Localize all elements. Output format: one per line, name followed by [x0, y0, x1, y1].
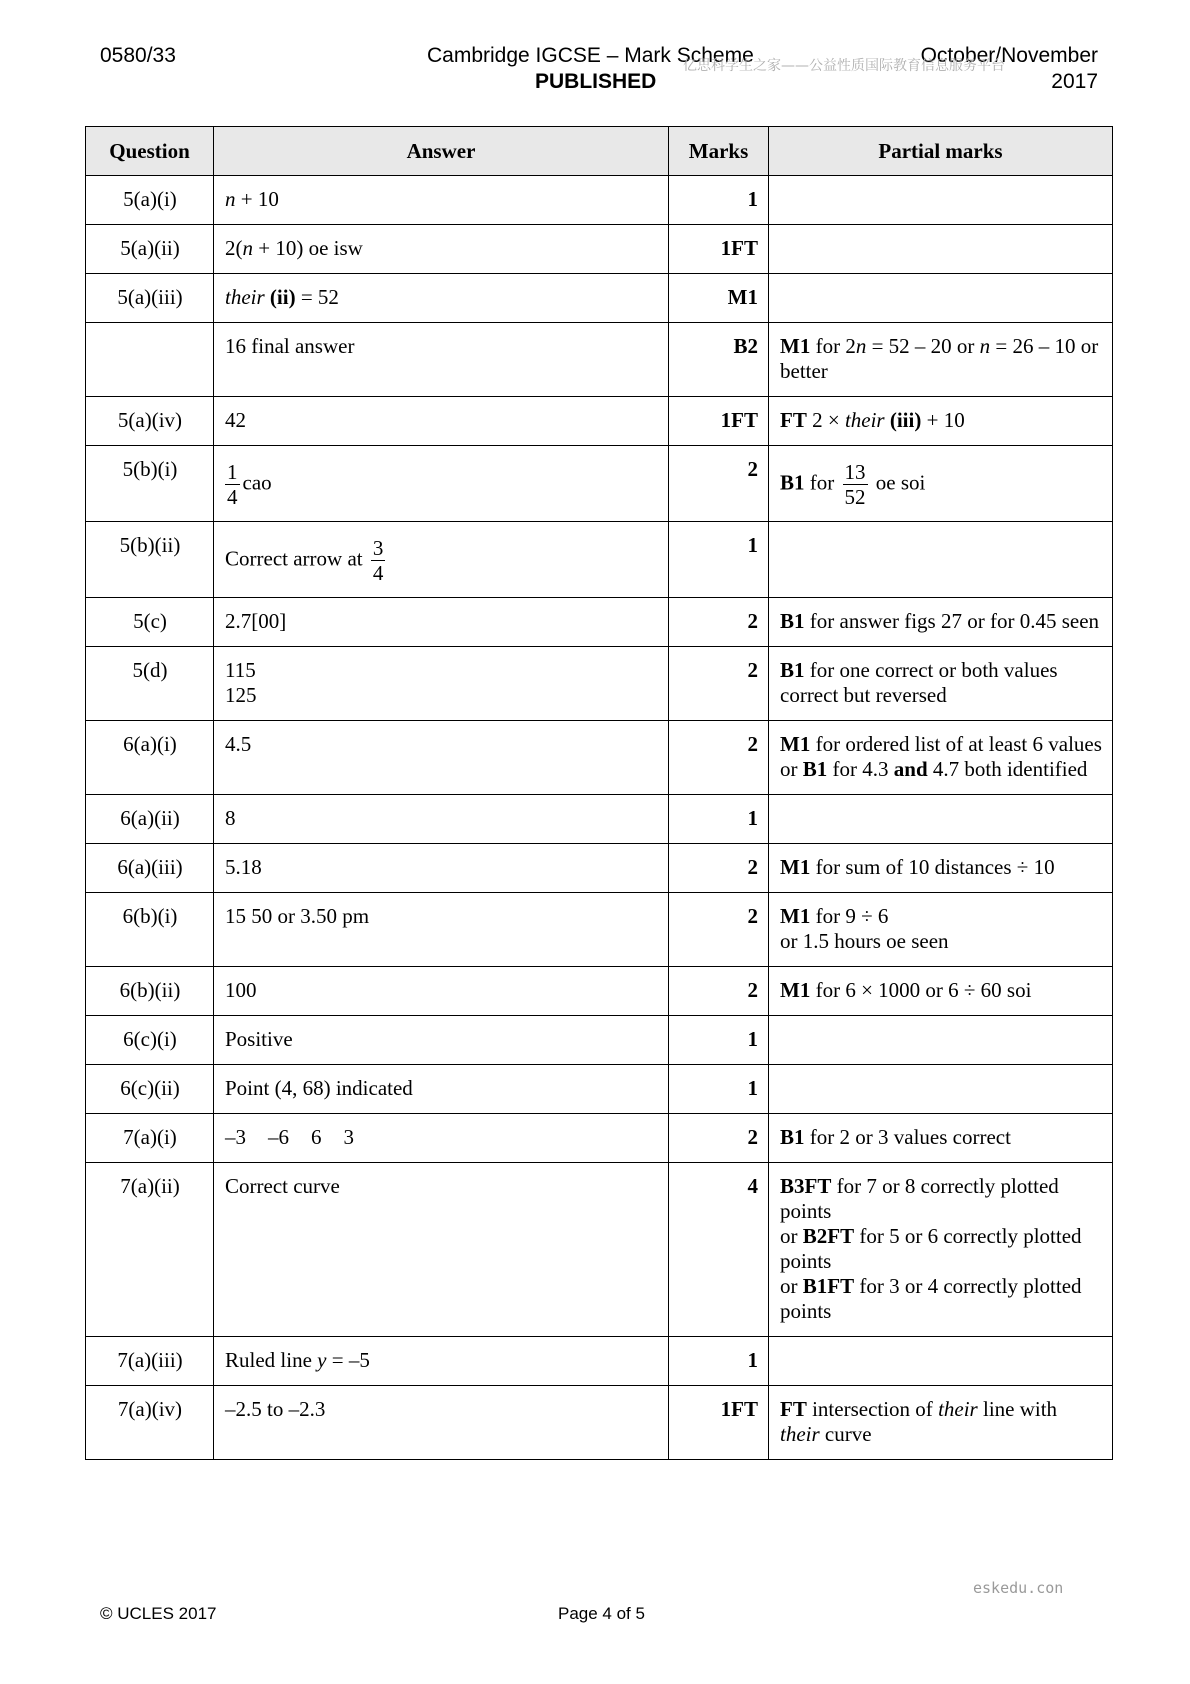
table-row	[86, 225, 1113, 274]
partial-marks-cell	[769, 598, 1113, 647]
page-number: Page 4 of 5	[558, 1604, 645, 1623]
answer-cell	[214, 1337, 669, 1386]
table-row	[86, 522, 1113, 598]
answer-cell: –2.5 to –2.3	[214, 1386, 669, 1460]
answer-cell: 5.18	[214, 844, 669, 893]
table-row	[86, 795, 1113, 844]
question-cell: 5(d)	[86, 647, 214, 721]
mark-code: B1	[780, 609, 805, 633]
question-cell: 7(a)(iii)	[86, 1337, 214, 1386]
answer-cell: 2.7[00]	[214, 598, 669, 647]
partial-text: for answer figs 27 or for 0.45 seen	[804, 609, 1100, 633]
table-row	[86, 721, 1113, 795]
answer-cell	[214, 176, 669, 225]
table-row	[86, 1337, 1113, 1386]
answer-italic: their	[225, 285, 265, 309]
exam-year: 2017	[1051, 70, 1098, 93]
table-row	[86, 1163, 1113, 1337]
partial-marks-cell	[769, 522, 1113, 598]
marks-cell: 1FT	[669, 225, 769, 274]
answer-cell: 8	[214, 795, 669, 844]
table-row	[86, 274, 1113, 323]
question-cell: 7(a)(i)	[86, 1114, 214, 1163]
question-cell: 5(a)(iv)	[86, 397, 214, 446]
partial-marks-cell	[769, 1114, 1113, 1163]
partial-text: or	[780, 757, 803, 781]
mark-code: B1	[780, 1125, 805, 1149]
partial-text: for one correct or both values correct but reversed	[780, 658, 1058, 707]
partial-italic: their	[938, 1397, 978, 1421]
answer-line: 115	[225, 658, 256, 682]
answer-line: 125	[225, 683, 257, 707]
marks-cell: 1	[669, 1016, 769, 1065]
fraction	[371, 536, 386, 585]
answer-cell	[214, 647, 669, 721]
marks-cell: 1	[669, 795, 769, 844]
answer-cell: 42	[214, 397, 669, 446]
partial-line	[780, 757, 1102, 782]
marks-cell: 1FT	[669, 1386, 769, 1460]
mark-code: B3FT	[780, 1174, 832, 1198]
partial-text: 2 ×	[806, 408, 845, 432]
column-header-answer: Answer	[214, 127, 669, 176]
answer-cell	[214, 225, 669, 274]
partial-marks-cell	[769, 893, 1113, 967]
partial-italic: their	[780, 1422, 820, 1446]
question-cell: 6(a)(i)	[86, 721, 214, 795]
answer-text: = –5	[326, 1348, 370, 1372]
question-cell: 6(b)(i)	[86, 893, 214, 967]
answer-cell: Point (4, 68) indicated	[214, 1065, 669, 1114]
answer-cell: 100	[214, 967, 669, 1016]
marks-cell: 2	[669, 893, 769, 967]
answer-cell: 4.5	[214, 721, 669, 795]
partial-marks-cell	[769, 967, 1113, 1016]
table-row	[86, 893, 1113, 967]
partial-line	[780, 1274, 1102, 1324]
table-row	[86, 446, 1113, 522]
marks-cell: 2	[669, 844, 769, 893]
paper-code: 0580/33	[100, 44, 176, 67]
partial-text: 4.7 both identified	[927, 757, 1088, 781]
exam-session: October/November	[920, 44, 1098, 67]
partial-marks-cell	[769, 1386, 1113, 1460]
partial-text: curve	[819, 1422, 872, 1446]
partial-line: or 1.5 hours oe seen	[780, 929, 949, 953]
answer-value: 3	[343, 1125, 354, 1149]
question-cell	[86, 323, 214, 397]
column-header-partial-marks: Partial marks	[769, 127, 1113, 176]
partial-text: oe soi	[875, 470, 926, 495]
answer-text: Correct arrow at	[225, 546, 363, 571]
answer-text: cao	[242, 470, 272, 495]
question-cell: 6(b)(ii)	[86, 967, 214, 1016]
question-cell: 5(a)(i)	[86, 176, 214, 225]
marks-cell: 1FT	[669, 397, 769, 446]
partial-line	[780, 1224, 1102, 1274]
table-row	[86, 1065, 1113, 1114]
partial-text: for 7 or 8 correctly plotted points	[780, 1174, 1059, 1223]
partial-text: or	[780, 1274, 803, 1298]
mark-code: B1FT	[802, 1274, 855, 1298]
question-cell: 6(c)(i)	[86, 1016, 214, 1065]
marks-cell: 4	[669, 1163, 769, 1337]
question-cell: 5(b)(i)	[86, 446, 214, 522]
marks-cell: B2	[669, 323, 769, 397]
table-row	[86, 323, 1113, 397]
answer-cell	[214, 522, 669, 598]
answer-text: + 10	[235, 187, 279, 211]
question-cell: 5(a)(iii)	[86, 274, 214, 323]
answer-cell	[214, 274, 669, 323]
question-cell: 7(a)(iv)	[86, 1386, 214, 1460]
partial-marks-cell	[769, 844, 1113, 893]
column-header-marks: Marks	[669, 127, 769, 176]
answer-cell	[214, 446, 669, 522]
mark-code: B1	[802, 757, 828, 781]
mark-code: M1	[780, 904, 811, 928]
partial-marks-cell	[769, 1016, 1113, 1065]
partial-text: + 10	[921, 408, 965, 432]
partial-marks-cell	[769, 225, 1113, 274]
mark-code: B2FT	[802, 1224, 855, 1248]
site-watermark: eskedu.con	[973, 1579, 1064, 1597]
partial-text: = 52 – 20 or	[866, 334, 980, 358]
table-row	[86, 397, 1113, 446]
mark-code: B1	[780, 470, 805, 495]
partial-marks-cell	[769, 274, 1113, 323]
table-row	[86, 967, 1113, 1016]
partial-line	[780, 1174, 1102, 1224]
table-row	[86, 844, 1113, 893]
partial-marks-cell	[769, 323, 1113, 397]
column-header-question: Question	[86, 127, 214, 176]
fraction-numerator: 1	[227, 460, 238, 484]
answer-text: = 52	[295, 285, 339, 309]
fraction-denominator: 4	[372, 561, 384, 585]
partial-line	[780, 1422, 1102, 1447]
answer-cell: 16 final answer	[214, 323, 669, 397]
partial-text: for 2 or 3 values correct	[804, 1125, 1011, 1149]
marks-cell: 1	[669, 1337, 769, 1386]
answer-bold: (ii)	[269, 285, 296, 309]
marks-cell: 1	[669, 1065, 769, 1114]
partial-text: for sum of 10 distances ÷ 10	[810, 855, 1055, 879]
question-cell: 5(c)	[86, 598, 214, 647]
marks-cell: 1	[669, 176, 769, 225]
marks-cell: 2	[669, 598, 769, 647]
answer-value: 6	[311, 1125, 322, 1149]
fraction	[225, 460, 240, 509]
partial-text: for 6 × 1000 or 6 ÷ 60 soi	[810, 978, 1032, 1002]
mark-code: M1	[780, 855, 811, 879]
watermark-text: 亿思科学生之家——公益性质国际教育信息服务平台	[683, 58, 1005, 74]
partial-line	[780, 1397, 1102, 1422]
table-row	[86, 598, 1113, 647]
fraction-numerator: 13	[844, 460, 866, 484]
partial-marks-cell	[769, 795, 1113, 844]
partial-text: for 4.3	[827, 757, 894, 781]
answer-italic: y	[317, 1348, 327, 1372]
fraction	[843, 460, 868, 509]
fraction-numerator: 3	[372, 536, 384, 560]
marks-cell: 2	[669, 967, 769, 1016]
partial-text: or	[780, 1224, 803, 1248]
published-label: PUBLISHED	[535, 70, 657, 93]
table-row	[86, 647, 1113, 721]
question-cell: 5(a)(ii)	[86, 225, 214, 274]
partial-bold: (iii)	[889, 408, 922, 432]
question-cell: 5(b)(ii)	[86, 522, 214, 598]
mark-code: M1	[780, 732, 811, 756]
partial-italic: n	[979, 334, 991, 358]
marks-cell: 2	[669, 446, 769, 522]
marks-cell: 2	[669, 1114, 769, 1163]
partial-text: = 26 – 10 or better	[780, 334, 1099, 383]
mark-code: FT	[780, 1397, 807, 1421]
partial-bold: and	[893, 757, 928, 781]
partial-text: intersection of	[806, 1397, 939, 1421]
answer-italic: n	[225, 187, 236, 211]
table-row	[86, 1016, 1113, 1065]
partial-line	[780, 904, 1102, 929]
table-header-row	[86, 127, 1113, 176]
partial-marks-cell	[769, 1065, 1113, 1114]
question-cell: 6(a)(iii)	[86, 844, 214, 893]
fraction-denominator: 4	[227, 485, 238, 509]
table-row	[86, 176, 1113, 225]
answer-text: + 10) oe isw	[253, 236, 363, 260]
marks-cell: 2	[669, 721, 769, 795]
partial-marks-cell	[769, 647, 1113, 721]
answer-value: –3	[225, 1125, 246, 1149]
partial-italic: their	[844, 408, 885, 432]
partial-marks-cell	[769, 1337, 1113, 1386]
partial-text: for 9 ÷ 6	[810, 904, 889, 928]
mark-scheme-table	[85, 126, 1113, 1460]
partial-italic: n	[855, 334, 867, 358]
partial-text: line with	[977, 1397, 1058, 1421]
answer-cell: 15 50 or 3.50 pm	[214, 893, 669, 967]
document-title: Cambridge IGCSE – Mark Scheme	[427, 44, 754, 67]
marks-cell: 1	[669, 522, 769, 598]
partial-text: for ordered list of at least 6 values	[810, 732, 1102, 756]
answer-text: Ruled line	[225, 1348, 318, 1372]
answer-cell: Positive	[214, 1016, 669, 1065]
marks-cell: 2	[669, 647, 769, 721]
mark-code: M1	[780, 978, 811, 1002]
mark-code: FT	[780, 408, 807, 432]
partial-text: for 3 or 4 correctly plotted points	[780, 1274, 1082, 1323]
answer-text: 2(	[225, 236, 243, 260]
copyright-notice: © UCLES 2017	[100, 1604, 217, 1623]
question-cell: 7(a)(ii)	[86, 1163, 214, 1337]
answer-italic: n	[242, 236, 253, 260]
partial-marks-cell	[769, 1163, 1113, 1337]
partial-text: for 5 or 6 correctly plotted points	[780, 1224, 1082, 1273]
answer-value: –6	[268, 1125, 289, 1149]
mark-code: B1	[780, 658, 805, 682]
answer-cell: Correct curve	[214, 1163, 669, 1337]
table-row	[86, 1386, 1113, 1460]
answer-cell	[214, 1114, 669, 1163]
partial-line	[780, 732, 1102, 757]
question-cell: 6(c)(ii)	[86, 1065, 214, 1114]
partial-marks-cell	[769, 397, 1113, 446]
partial-text: for	[804, 470, 835, 495]
mark-code: M1	[780, 334, 811, 358]
partial-text: for 2	[810, 334, 856, 358]
partial-marks-cell	[769, 721, 1113, 795]
partial-marks-cell	[769, 176, 1113, 225]
fraction-denominator: 52	[844, 485, 866, 509]
question-cell: 6(a)(ii)	[86, 795, 214, 844]
table-row	[86, 1114, 1113, 1163]
partial-marks-cell	[769, 446, 1113, 522]
marks-cell: M1	[669, 274, 769, 323]
